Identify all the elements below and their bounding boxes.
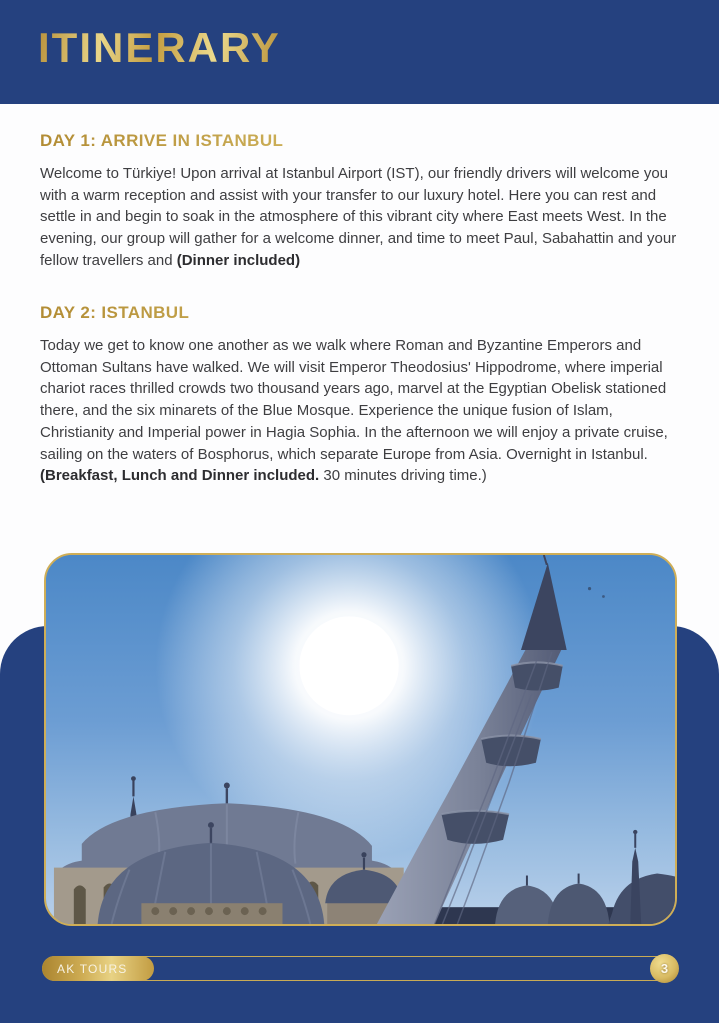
- mosque-photo: [44, 553, 677, 926]
- day-2-description: Today we get to know one another as we walk where Roman and Byzantine Emperors and Ottoman Sultans have walked. We will visit Emperor Theodosius' Hippodrome, where imperial chariot races thrilled crowds two thousand years ago, marvel at the Egyptian Obelisk stationed there, and the six minarets of the Blue Mosque. Experience the unique fusion of Islam, Christianity and Imperial power in Hagia Sophia. In the afternoon we will enjoy a private cruise, sailing on the waters of Bosphorus, which separate Europe from Asia. Overnight in Istanbul. (Breakfast, Lunch and Dinner included. 30 minutes driving time.): [40, 337, 668, 485]
- day-1-heading: DAY 1: ARRIVE IN ISTANBUL: [40, 130, 681, 152]
- footer-rule: [42, 956, 678, 981]
- day-1-description: Welcome to Türkiye! Upon arrival at Istanbul Airport (IST), our friendly drivers will welcome you with a warm reception and assist with your transfer to our luxury hotel. Here you can rest and settle in and begin to soak in the atmosphere of this vibrant city where East meets West. In the evening, our group will gather for a welcome dinner, and time to meet Paul, Sabahattin and your fellow travellers and (Dinner included): [40, 165, 677, 269]
- section-day-2: [40, 302, 681, 487]
- brand-name: AK TOURS: [57, 961, 128, 976]
- section-day-1: [40, 130, 681, 272]
- page-title: ITINERARY: [38, 24, 281, 71]
- brand-pill: [42, 956, 154, 981]
- blue-mosque-illustration: [46, 555, 675, 924]
- page-number-badge: [650, 954, 679, 983]
- header-banner: [0, 0, 719, 104]
- day-2-heading: DAY 2: ISTANBUL: [40, 302, 681, 324]
- page-number: 3: [660, 961, 669, 976]
